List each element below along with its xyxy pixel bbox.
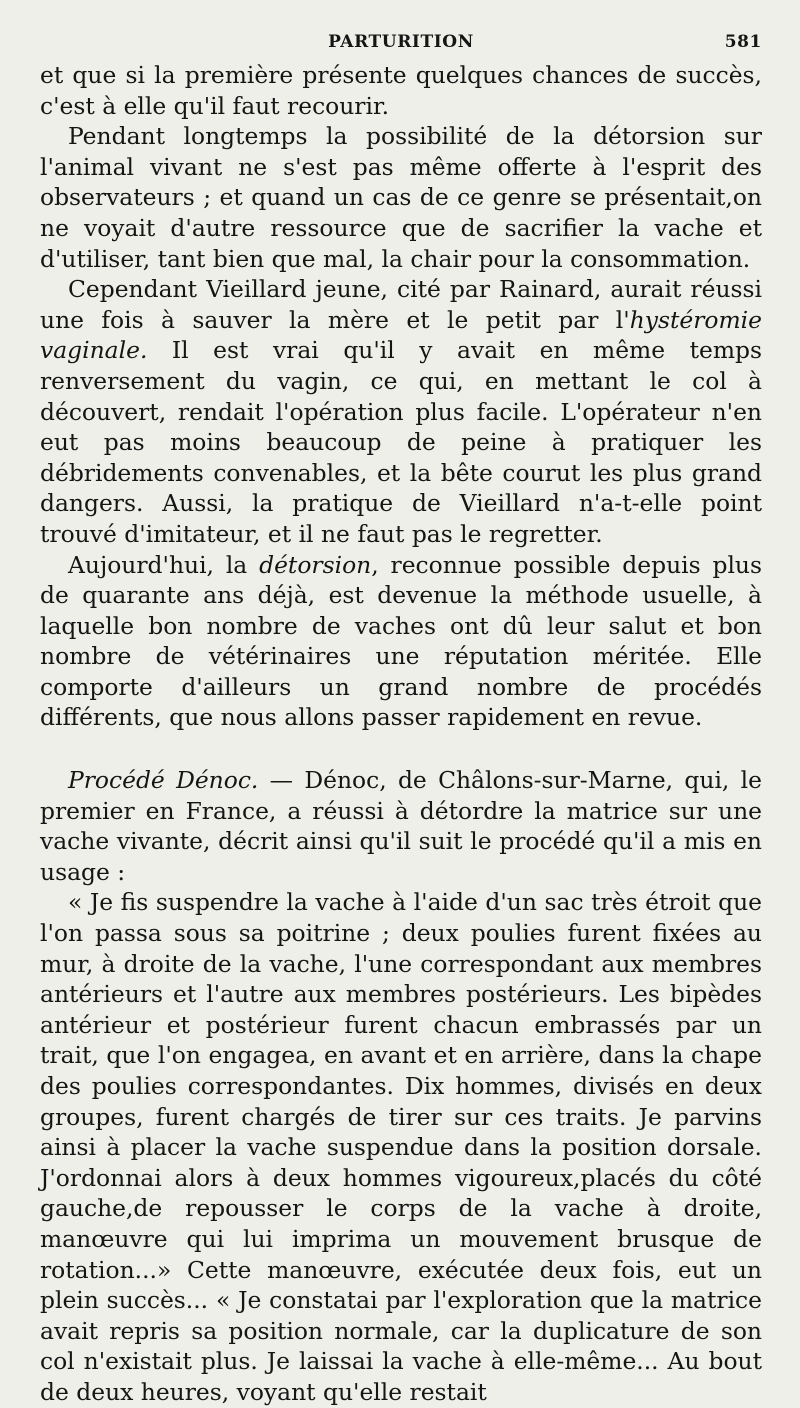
paragraph-p1 <box>40 60 762 121</box>
body-text <box>40 60 762 1408</box>
text-run: Cependant Vieillard jeune, cité par Rainard, aurait réussi une fois à sauver la mère et le petit par l' <box>40 275 762 334</box>
text-run: — Dénoc, de Châlons-sur-Marne, qui, le premier en France, a réussi à détordre la matrice sur une vache vivante, décrit ainsi qu'il suit le procédé qu'il a mis en usage : <box>40 766 762 886</box>
section-gap <box>40 733 762 765</box>
text-run: « Je fis suspendre la vache à l'aide d'un sac très étroit que l'on passa sous sa poitrine ; deux poulies furent fixées au mur, à droite de la vache, l'une correspondant aux membres antérieurs et l'autre aux membres postérieurs. Les bipèdes antérieur et postérieur furent chacun embrassés par un trait, que l'on engagea, en avant et en arrière, dans la chape des poulies correspondantes. Dix hommes, divisés en deux groupes, furent chargés de tirer sur ces traits. Je parvins ainsi à placer la vache suspendue dans la position dorsale. J'ordonnai alors à deux hommes vigoureux,placés du côté gauche,de repousser le corps de la vache à droite, manœuvre qui lui imprima un mouvement brusque de rotation...» Cette manœuvre, exécutée deux fois, eut un plein succès... « Je constatai par l'exploration que la matrice avait repris sa position normale, car la duplicature de son col n'existait plus. Je laissai la vache à elle-même... Au bout de deux heures, voyant qu'elle restait <box>40 888 762 1406</box>
text-run: Pendant longtemps la possibilité de la détorsion sur l'animal vivant ne s'est pas même offerte à l'esprit des observateurs ; et quand un cas de ce genre se présentait,on ne voyait d'autre ressource que de sacrifier la vache et d'utiliser, tant bien que mal, la chair pour la consommation. <box>40 122 762 273</box>
paragraph-p2 <box>40 121 762 274</box>
running-header <box>40 30 762 60</box>
running-title: PARTURITION <box>328 32 474 52</box>
page-number: 581 <box>724 32 762 52</box>
text-run: Il est vrai qu'il y avait en même temps renversement du vagin, ce qui, en mettant le col à découvert, rendait l'opération plus facile. L'opérateur n'en eut pas moins beaucoup de peine à pratiquer les débridements convenables, et la bête courut les plus grand dangers. Aussi, la pratique de Vieillard n'a-t-elle point trouvé d'imitateur, et il ne faut pas le regretter. <box>40 336 762 548</box>
paragraph-p5 <box>40 765 762 887</box>
paragraph-p4 <box>40 550 762 734</box>
paragraph-p6 <box>40 887 762 1407</box>
text-run: et que si la première présente quelques chances de succès, c'est à elle qu'il faut recourir. <box>40 61 762 120</box>
text-run: , reconnue possible depuis plus de quarante ans déjà, est devenue la méthode usuelle, à laquelle bon nombre de vaches ont dû leur salut et bon nombre de vétérinaires une réputation méritée. Elle comporte d'ailleurs un grand nombre de procédés différents, que nous allons passer rapidement en revue. <box>40 550 762 732</box>
italic-text: Procédé Dénoc. <box>68 766 259 795</box>
italic-text: détorsion <box>259 550 372 579</box>
text-run: Aujourd'hui, la <box>68 550 260 579</box>
paragraph-p3 <box>40 274 762 549</box>
italic-text: hystéromie vaginale. <box>40 305 762 365</box>
